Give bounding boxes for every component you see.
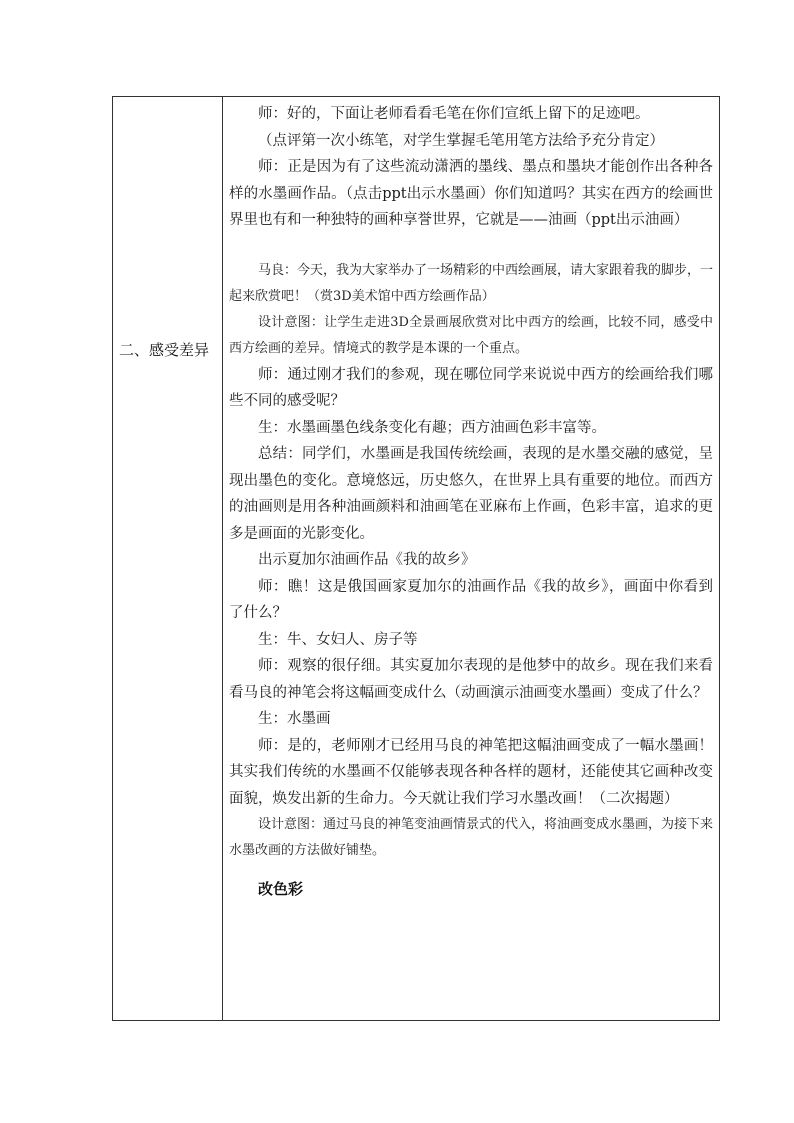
column-divider xyxy=(222,97,223,1020)
teacher-line-5: 师：观察的很仔细。其实夏加尔表现的是他梦中的故乡。现在我们来看看马良的神笔会将这幅画变成什么（动画演示油画变水墨画）变成了什么？ xyxy=(229,658,713,701)
student-line-3: 生：水墨画 xyxy=(258,711,331,727)
student-line-1: 生：水墨画墨色线条变化有趣；西方油画色彩丰富等。 xyxy=(258,419,606,436)
teacher-line-6: 师：是的，老师刚才已经用马良的神笔把这幅油画变成了一幅水墨画！其实我们传统的水墨画不仅能够表现各种各样的题材，还能使其它画种改变面貌，焕发出新的生命力。今天就让我们学习水墨改画！（二次揭题） xyxy=(229,737,713,807)
section-label: 二、感受差异 xyxy=(119,341,210,359)
design-intent-1: 设计意图：让学生走进3D全景画展欣赏对比中西方的绘画，比较不同，感受中西方绘画的差异。情境式的教学是本课的一个重点。 xyxy=(229,314,713,356)
lesson-plan-table xyxy=(112,96,720,1021)
show-artwork-line: 出示夏加尔油画作品《我的故乡》 xyxy=(258,552,476,568)
teacher-line-2: 师：正是因为有了这些流动潇洒的墨线、墨点和墨块才能创作出各种各样的水墨画作品。（点击ppt出示水墨画）你们知道吗？其实在西方的绘画世界里也有和一种独特的画种享誉世界，它就是——油画（ppt出示油画） xyxy=(229,159,713,228)
lesson-content xyxy=(229,101,713,902)
maliang-line: 马良：今天，我为大家举办了一场精彩的中西绘画展，请大家跟着我的脚步，一起来欣赏吧！（赏3D美术馆中西方绘画作品） xyxy=(229,262,714,304)
spacer xyxy=(229,234,713,258)
subheading-change-color: 改色彩 xyxy=(258,880,304,898)
teacher-line-3: 师：通过刚才我们的参观，现在哪位同学来说说中西方的绘画给我们哪些不同的感受呢？ xyxy=(229,366,713,409)
comment-line: （点评第一次小练笔，对学生掌握毛笔用笔方法给予充分肯定） xyxy=(258,132,664,149)
design-intent-2: 设计意图：通过马良的神笔变油画情景式的代入，将油画变成水墨画，为接下来水墨改画的方法做好铺垫。 xyxy=(229,817,714,858)
spacer xyxy=(229,864,713,876)
teacher-line-1: 师：好的，下面让老师看看毛笔在你们宣纸上留下的足迹吧。 xyxy=(258,106,650,122)
summary-line: 总结：同学们，水墨画是我国传统绘画，表现的是水墨交融的感觉，呈现出墨色的变化。意境悠远，历史悠久，在世界上具有重要的地位。而西方的油画则是用各种油画颜料和油画笔在亚麻布上作画，色彩丰富，追求的更多是画面的光影变化。 xyxy=(229,446,713,542)
teacher-line-4: 师：瞧！这是俄国画家夏加尔的油画作品《我的故乡》，画面中你看到了什么？ xyxy=(229,578,713,621)
student-line-2: 生：牛、女妇人、房子等 xyxy=(258,631,418,648)
